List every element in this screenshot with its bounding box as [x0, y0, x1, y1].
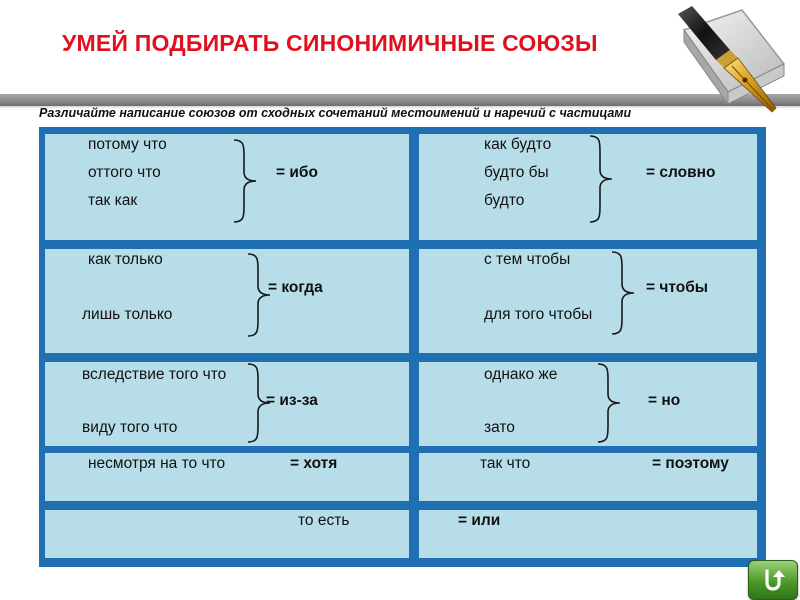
list-item: будто	[484, 192, 525, 209]
list-item: так как	[88, 192, 138, 209]
synonym-result: = из-за	[266, 392, 318, 409]
synonym-table	[39, 127, 766, 567]
return-button[interactable]	[748, 560, 798, 600]
list-item: несмотря на то что	[88, 455, 226, 472]
list-item: виду того что	[82, 419, 178, 436]
right-brace-icon	[594, 362, 624, 444]
list-item: вследствие того что	[82, 366, 227, 383]
right-brace-icon	[230, 138, 260, 224]
list-item: с тем чтобы	[484, 251, 571, 268]
synonym-result: = но	[648, 392, 681, 409]
list-item: лишь только	[82, 306, 173, 323]
list-item: потому что	[88, 136, 167, 153]
synonym-result: = чтобы	[646, 279, 709, 296]
table-cell	[419, 249, 757, 353]
synonym-result: = хотя	[290, 455, 338, 472]
subtitle: Различайте написание союзов от сходных сочетаний местоимений и наречий с частицами	[39, 106, 632, 120]
fountain-pen-icon	[672, 4, 792, 120]
return-arrow-icon	[761, 568, 785, 592]
table-cell	[45, 510, 409, 558]
right-brace-icon	[586, 134, 616, 224]
page-title: УМЕЙ ПОДБИРАТЬ СИНОНИМИЧНЫЕ СОЮЗЫ	[62, 30, 598, 56]
list-item: как будто	[484, 136, 552, 153]
synonym-result: = поэтому	[652, 455, 729, 472]
list-item: так что	[480, 455, 531, 472]
synonym-result: = ибо	[276, 164, 318, 181]
list-item: оттого что	[88, 164, 161, 181]
list-item: однако же	[484, 366, 558, 383]
table-cell	[419, 362, 757, 446]
list-item: то есть	[298, 512, 350, 529]
list-item: как только	[88, 251, 163, 268]
list-item: для того чтобы	[484, 306, 593, 323]
synonym-result: = или	[458, 512, 501, 529]
right-brace-icon	[608, 250, 638, 336]
list-item: зато	[484, 419, 515, 436]
list-item: будто бы	[484, 164, 549, 181]
synonym-result: = словно	[646, 164, 716, 181]
synonym-result: = когда	[268, 279, 323, 296]
